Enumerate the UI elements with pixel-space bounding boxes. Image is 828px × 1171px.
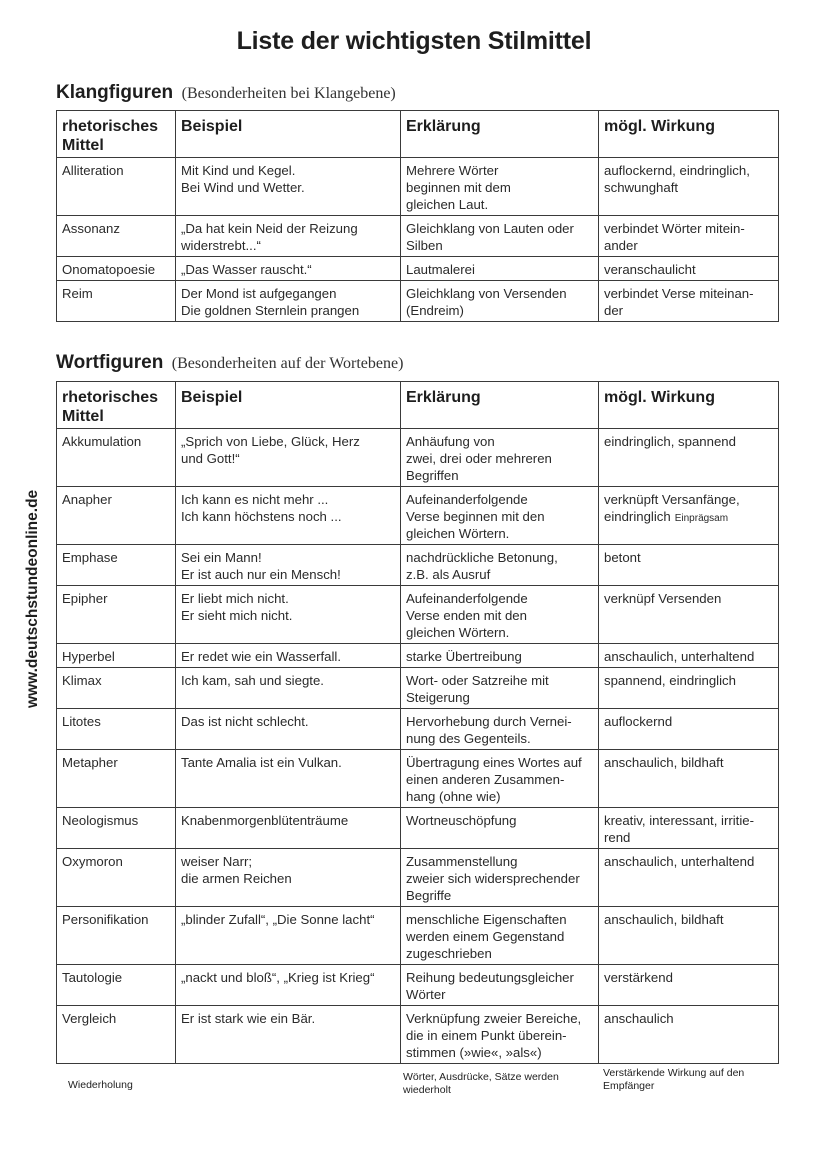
cell-wirkung: verstärkend bbox=[599, 965, 779, 1006]
column-header-erklaerung: Erklärung bbox=[401, 382, 599, 429]
cell-mittel: Personifikation bbox=[57, 907, 176, 965]
table-row bbox=[57, 487, 779, 545]
cell-wirkung: verbindet Verse miteinan- der bbox=[599, 281, 779, 322]
table-row bbox=[57, 750, 779, 808]
table-row bbox=[57, 965, 779, 1006]
cell-beispiel: Tante Amalia ist ein Vulkan. bbox=[176, 750, 401, 808]
table-header-row bbox=[57, 111, 779, 158]
cell-erklaerung: Zusammenstellung zweier sich widersprechender Begriffe bbox=[401, 849, 599, 907]
section-title: Klangfiguren bbox=[56, 82, 174, 103]
column-header-wirkung: mögl. Wirkung bbox=[599, 382, 779, 429]
website-watermark: www.deutschstundeonline.de bbox=[24, 489, 41, 708]
column-header-mittel: rhetorisches Mittel bbox=[57, 382, 176, 429]
column-header-beispiel: Beispiel bbox=[176, 111, 401, 158]
cell-wirkung: auflockernd bbox=[599, 709, 779, 750]
cell-wirkung: verbindet Wörter mitein- ander bbox=[599, 216, 779, 257]
cell-mittel: Oxymoron bbox=[57, 849, 176, 907]
cell-erklaerung: Mehrere Wörter beginnen mit dem gleichen Laut. bbox=[401, 158, 599, 216]
column-header-erklaerung: Erklärung bbox=[401, 111, 599, 158]
cell-mittel: Metapher bbox=[57, 750, 176, 808]
cell-beispiel: „Das Wasser rauscht.“ bbox=[176, 257, 401, 281]
table-header-row bbox=[57, 382, 779, 429]
cell-erklaerung: Aufeinanderfolgende Verse beginnen mit den gleichen Wörtern. bbox=[401, 487, 599, 545]
cell-erklaerung: menschliche Eigenschaften werden einem Gegenstand zugeschrieben bbox=[401, 907, 599, 965]
footnote-wirkung: Verstärkende Wirkung auf den Empfänger bbox=[603, 1067, 745, 1092]
cell-mittel: Litotes bbox=[57, 709, 176, 750]
table-row bbox=[57, 586, 779, 644]
cell-beispiel: Ich kann es nicht mehr ... Ich kann höchstens noch ... bbox=[176, 487, 401, 545]
cell-beispiel: „blinder Zufall“, „Die Sonne lacht“ bbox=[176, 907, 401, 965]
cell-beispiel: Das ist nicht schlecht. bbox=[176, 709, 401, 750]
cell-beispiel: „Da hat kein Neid der Reizung widerstrebt...“ bbox=[176, 216, 401, 257]
column-header-beispiel: Beispiel bbox=[176, 382, 401, 429]
wortfiguren-table bbox=[56, 381, 779, 1064]
cell-erklaerung: Wortneuschöpfung bbox=[401, 808, 599, 849]
klangfiguren-table bbox=[56, 110, 779, 322]
cell-mittel: Alliteration bbox=[57, 158, 176, 216]
table-row bbox=[57, 668, 779, 709]
table-row bbox=[57, 545, 779, 586]
cell-erklaerung: Gleichklang von Lauten oder Silben bbox=[401, 216, 599, 257]
cell-wirkung: anschaulich bbox=[599, 1006, 779, 1064]
cell-mittel: Hyperbel bbox=[57, 644, 176, 668]
cell-erklaerung: starke Übertreibung bbox=[401, 644, 599, 668]
table-row bbox=[57, 808, 779, 849]
cell-mittel: Epipher bbox=[57, 586, 176, 644]
column-header-mittel: rhetorisches Mittel bbox=[57, 111, 176, 158]
column-header-wirkung: mögl. Wirkung bbox=[599, 111, 779, 158]
cell-wirkung: auflockernd, eindringlich, schwunghaft bbox=[599, 158, 779, 216]
section-subtitle: (Besonderheiten auf der Wortebene) bbox=[171, 355, 404, 372]
cell-erklaerung: Wort- oder Satzreihe mit Steigerung bbox=[401, 668, 599, 709]
cell-erklaerung: nachdrückliche Betonung, z.B. als Ausruf bbox=[401, 545, 599, 586]
cell-mittel: Emphase bbox=[57, 545, 176, 586]
table-row bbox=[57, 216, 779, 257]
table-row bbox=[57, 1006, 779, 1064]
cell-beispiel: Sei ein Mann! Er ist auch nur ein Mensch! bbox=[176, 545, 401, 586]
cell-mittel: Reim bbox=[57, 281, 176, 322]
cell-wirkung: verknüpft Versanfänge, eindringlich Einprägsam bbox=[599, 487, 779, 545]
cell-mittel: Vergleich bbox=[57, 1006, 176, 1064]
klangfiguren-heading bbox=[56, 82, 396, 104]
cell-mittel: Neologismus bbox=[57, 808, 176, 849]
cell-erklaerung: Reihung bedeutungsgleicher Wörter bbox=[401, 965, 599, 1006]
cell-beispiel: Mit Kind und Kegel. Bei Wind und Wetter. bbox=[176, 158, 401, 216]
cell-erklaerung: Aufeinanderfolgende Verse enden mit den gleichen Wörtern. bbox=[401, 586, 599, 644]
cell-erklaerung: Übertragung eines Wortes auf einen anderen Zusammen- hang (ohne wie) bbox=[401, 750, 599, 808]
cell-beispiel: „Sprich von Liebe, Glück, Herz und Gott!“ bbox=[176, 429, 401, 487]
cell-wirkung: veranschaulicht bbox=[599, 257, 779, 281]
cell-mittel: Tautologie bbox=[57, 965, 176, 1006]
cell-wirkung: anschaulich, bildhaft bbox=[599, 750, 779, 808]
cell-wirkung: eindringlich, spannend bbox=[599, 429, 779, 487]
cell-wirkung: anschaulich, bildhaft bbox=[599, 907, 779, 965]
cell-mittel: Klimax bbox=[57, 668, 176, 709]
section-title: Wortfiguren bbox=[56, 352, 164, 373]
cell-wirkung: betont bbox=[599, 545, 779, 586]
table-row bbox=[57, 907, 779, 965]
table-row bbox=[57, 849, 779, 907]
cell-wirkung: spannend, eindringlich bbox=[599, 668, 779, 709]
cell-wirkung: kreativ, interessant, irritie- rend bbox=[599, 808, 779, 849]
cell-beispiel: Er liebt mich nicht. Er sieht mich nicht. bbox=[176, 586, 401, 644]
wortfiguren-heading bbox=[56, 352, 403, 374]
cell-beispiel: Knabenmorgenblütenträume bbox=[176, 808, 401, 849]
page-title: Liste der wichtigsten Stilmittel bbox=[236, 27, 592, 55]
klangfiguren-rows bbox=[57, 158, 779, 322]
cell-erklaerung: Verknüpfung zweier Bereiche, die in einem Punkt überein- stimmen (»wie«, »als«) bbox=[401, 1006, 599, 1064]
table-row bbox=[57, 281, 779, 322]
table-row bbox=[57, 709, 779, 750]
cell-beispiel: Der Mond ist aufgegangen Die goldnen Sternlein prangen bbox=[176, 281, 401, 322]
cell-erklaerung: Hervorhebung durch Vernei- nung des Gegenteils. bbox=[401, 709, 599, 750]
cell-wirkung: verknüpf Versenden bbox=[599, 586, 779, 644]
cell-wirkung: anschaulich, unterhaltend bbox=[599, 849, 779, 907]
cell-beispiel: weiser Narr; die armen Reichen bbox=[176, 849, 401, 907]
cell-beispiel: „nackt und bloß“, „Krieg ist Krieg“ bbox=[176, 965, 401, 1006]
table-row bbox=[57, 257, 779, 281]
wortfiguren-rows bbox=[57, 429, 779, 1064]
cell-mittel: Onomatopoesie bbox=[57, 257, 176, 281]
cell-beispiel: Er ist stark wie ein Bär. bbox=[176, 1006, 401, 1064]
cell-erklaerung: Anhäufung von zwei, drei oder mehreren Begriffen bbox=[401, 429, 599, 487]
cell-wirkung: anschaulich, unterhaltend bbox=[599, 644, 779, 668]
cell-mittel: Anapher bbox=[57, 487, 176, 545]
table-row bbox=[57, 158, 779, 216]
handwritten-note: Einprägsam bbox=[674, 513, 729, 524]
cell-erklaerung: Gleichklang von Versenden (Endreim) bbox=[401, 281, 599, 322]
cell-beispiel: Er redet wie ein Wasserfall. bbox=[176, 644, 401, 668]
section-subtitle: (Besonderheiten bei Klangebene) bbox=[181, 85, 396, 102]
footnote-mittel: Wiederholung bbox=[68, 1079, 133, 1091]
table-row bbox=[57, 429, 779, 487]
cell-mittel: Assonanz bbox=[57, 216, 176, 257]
cell-beispiel: Ich kam, sah und siegte. bbox=[176, 668, 401, 709]
footnote-erklaerung: Wörter, Ausdrücke, Sätze werden wiederholt bbox=[403, 1071, 559, 1096]
table-row bbox=[57, 644, 779, 668]
cell-erklaerung: Lautmalerei bbox=[401, 257, 599, 281]
cell-mittel: Akkumulation bbox=[57, 429, 176, 487]
